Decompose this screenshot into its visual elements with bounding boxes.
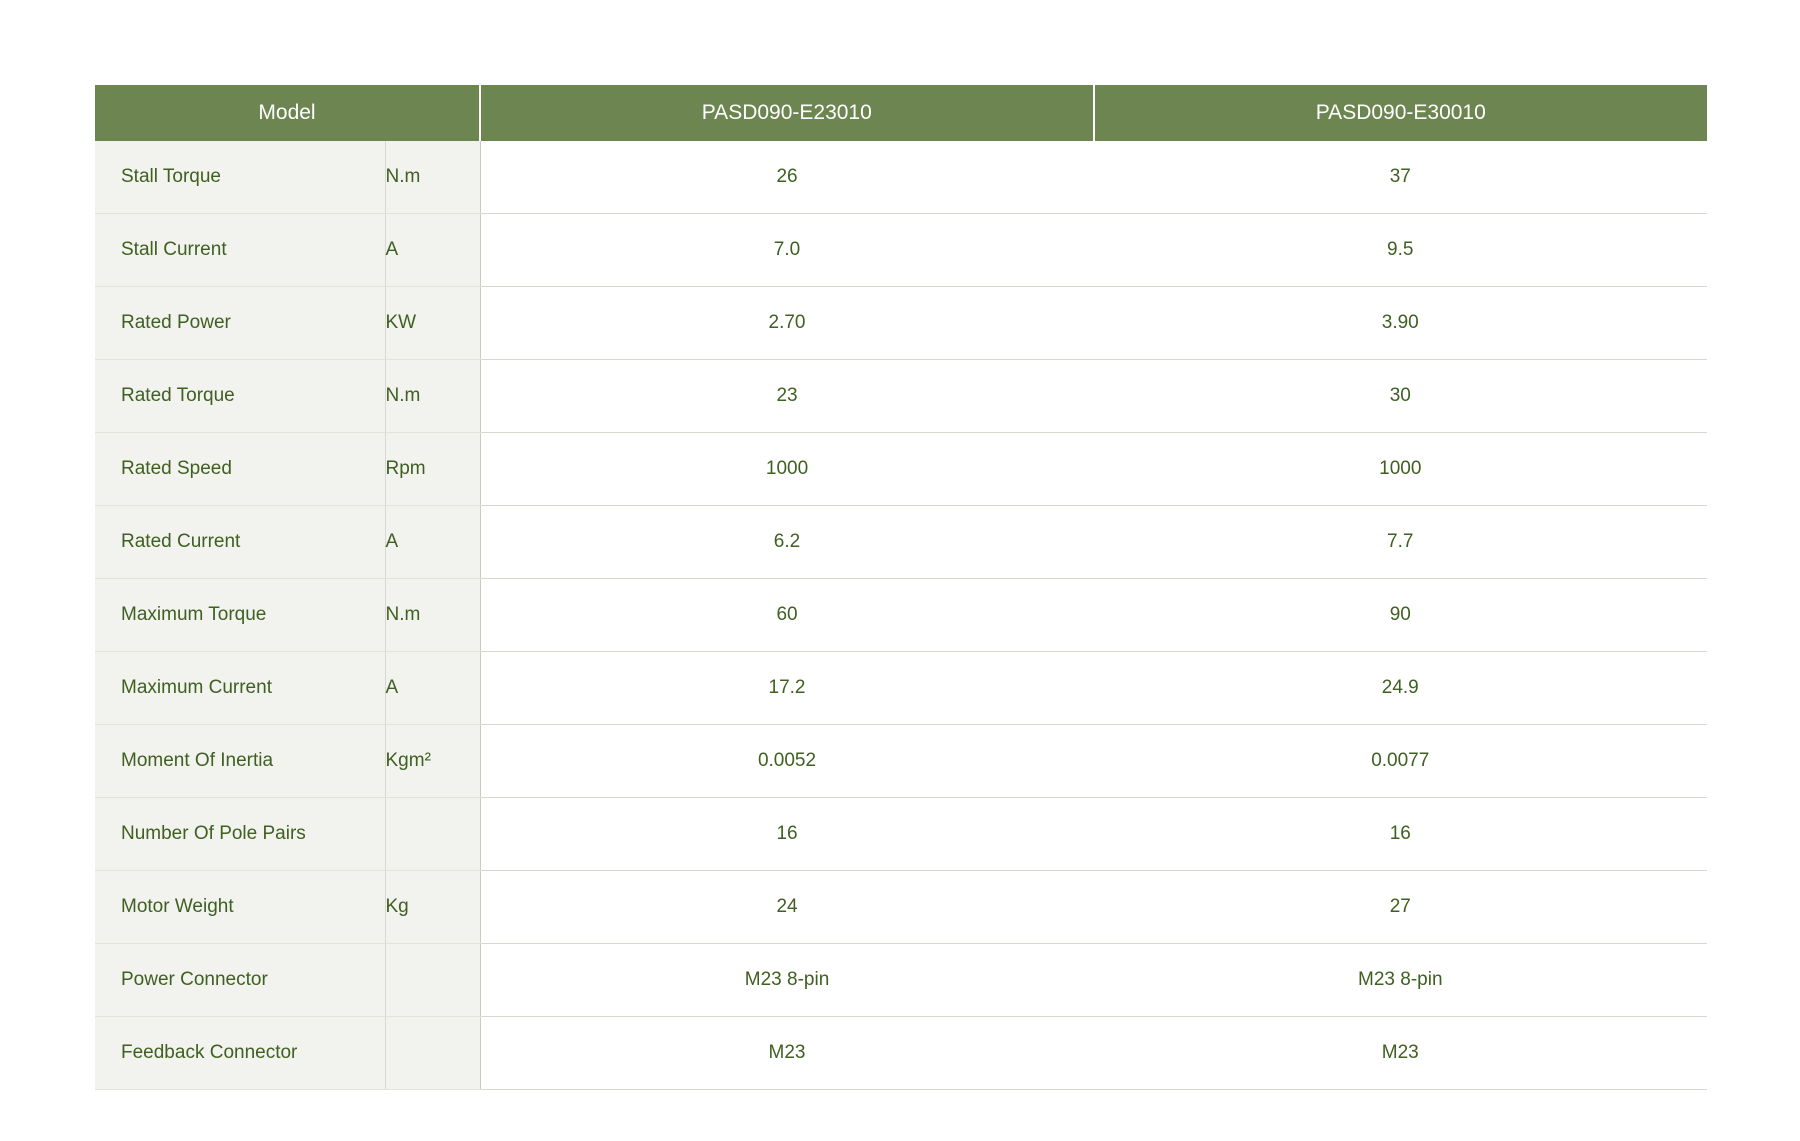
table-header-row: [95, 85, 1707, 141]
table-row: [95, 287, 1707, 360]
header-cell-model-1: PASD090-E23010: [480, 85, 1094, 141]
row-label: Stall Torque: [95, 141, 385, 214]
row-unit: [385, 944, 480, 1017]
row-value-2: 0.0077: [1094, 725, 1708, 798]
row-unit: N.m: [385, 360, 480, 433]
row-value-1: 26: [480, 141, 1094, 214]
table-row: [95, 360, 1707, 433]
row-value-2: 27: [1094, 871, 1708, 944]
table-row: [95, 506, 1707, 579]
header-cell-model-2: PASD090-E30010: [1094, 85, 1708, 141]
row-value-1: M23 8-pin: [480, 944, 1094, 1017]
row-label: Maximum Current: [95, 652, 385, 725]
row-value-2: 3.90: [1094, 287, 1708, 360]
row-unit: KW: [385, 287, 480, 360]
row-value-1: 17.2: [480, 652, 1094, 725]
row-unit: A: [385, 214, 480, 287]
row-value-2: 9.5: [1094, 214, 1708, 287]
row-label: Stall Current: [95, 214, 385, 287]
table-row: [95, 944, 1707, 1017]
table-header: [95, 85, 1707, 141]
row-label: Rated Current: [95, 506, 385, 579]
row-label: Rated Power: [95, 287, 385, 360]
row-value-2: 90: [1094, 579, 1708, 652]
row-value-2: 30: [1094, 360, 1708, 433]
row-value-1: 2.70: [480, 287, 1094, 360]
row-value-2: 24.9: [1094, 652, 1708, 725]
table-row: [95, 652, 1707, 725]
row-value-1: 16: [480, 798, 1094, 871]
row-label: Moment Of Inertia: [95, 725, 385, 798]
row-value-2: 1000: [1094, 433, 1708, 506]
table-row: [95, 725, 1707, 798]
row-unit: N.m: [385, 579, 480, 652]
table-row: [95, 433, 1707, 506]
table-row: [95, 141, 1707, 214]
row-value-1: 7.0: [480, 214, 1094, 287]
row-value-1: 0.0052: [480, 725, 1094, 798]
row-value-1: 23: [480, 360, 1094, 433]
specifications-table: [95, 85, 1707, 1090]
row-label: Number Of Pole Pairs: [95, 798, 385, 871]
row-unit: A: [385, 652, 480, 725]
row-unit: [385, 1017, 480, 1090]
header-cell-model: Model: [95, 85, 480, 141]
specifications-table-container: [95, 85, 1707, 1090]
row-value-1: 60: [480, 579, 1094, 652]
row-unit: Kg: [385, 871, 480, 944]
table-row: [95, 1017, 1707, 1090]
row-value-2: M23 8-pin: [1094, 944, 1708, 1017]
row-label: Motor Weight: [95, 871, 385, 944]
row-unit: [385, 798, 480, 871]
row-label: Power Connector: [95, 944, 385, 1017]
row-unit: Rpm: [385, 433, 480, 506]
table-row: [95, 871, 1707, 944]
row-value-2: 7.7: [1094, 506, 1708, 579]
table-row: [95, 214, 1707, 287]
row-value-1: M23: [480, 1017, 1094, 1090]
row-value-2: M23: [1094, 1017, 1708, 1090]
table-row: [95, 579, 1707, 652]
row-label: Rated Speed: [95, 433, 385, 506]
row-value-2: 37: [1094, 141, 1708, 214]
row-value-1: 24: [480, 871, 1094, 944]
row-unit: A: [385, 506, 480, 579]
table-body: [95, 141, 1707, 1090]
row-value-1: 6.2: [480, 506, 1094, 579]
row-label: Rated Torque: [95, 360, 385, 433]
row-value-2: 16: [1094, 798, 1708, 871]
row-unit: Kgm²: [385, 725, 480, 798]
table-row: [95, 798, 1707, 871]
row-value-1: 1000: [480, 433, 1094, 506]
row-label: Maximum Torque: [95, 579, 385, 652]
row-unit: N.m: [385, 141, 480, 214]
row-label: Feedback Connector: [95, 1017, 385, 1090]
